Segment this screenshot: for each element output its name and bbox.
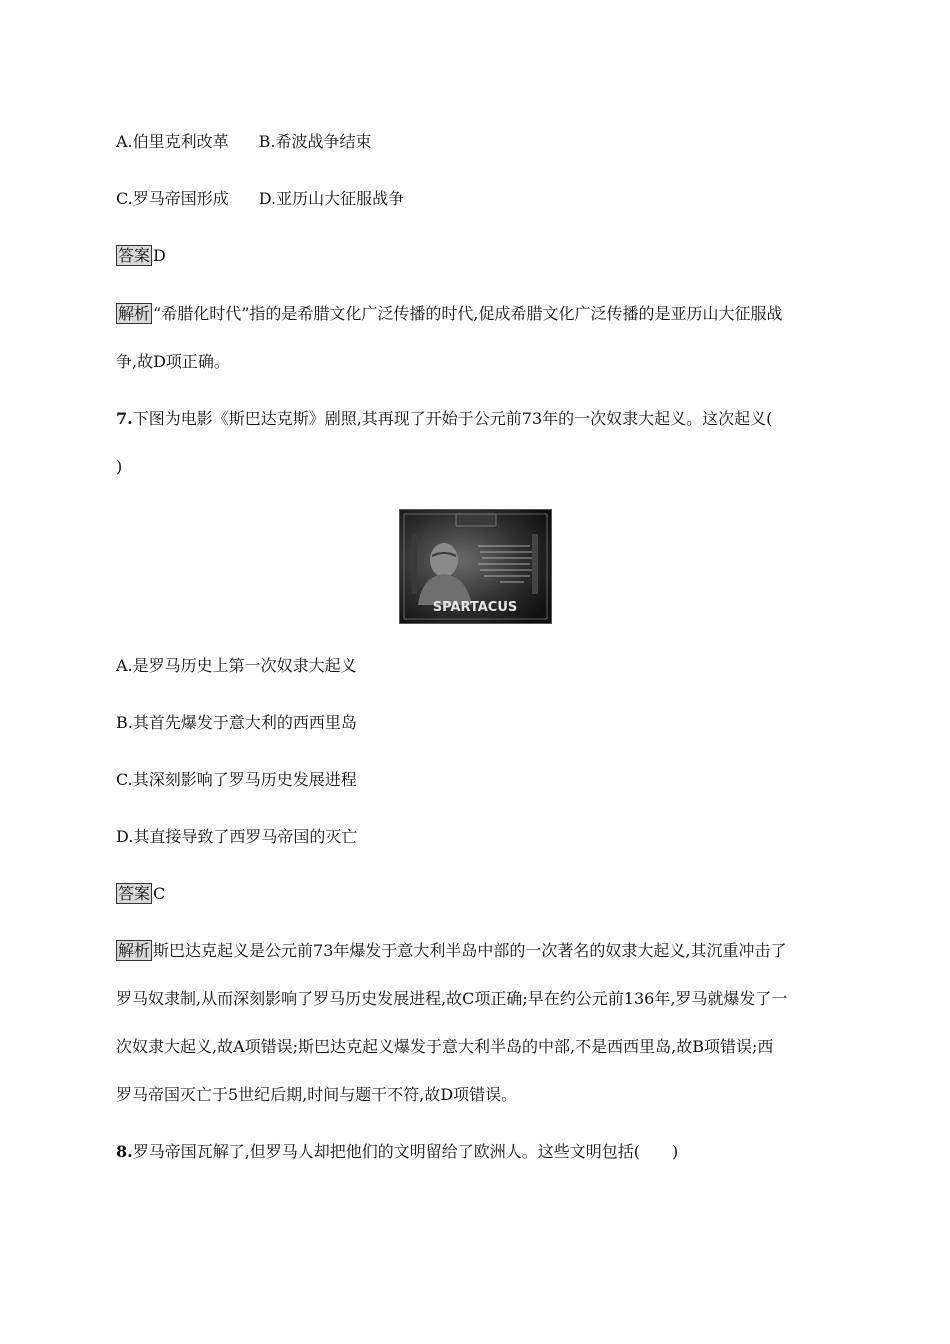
q6-option-a: A.伯里克利改革	[116, 132, 229, 151]
q7-answer	[116, 883, 165, 905]
q6-analysis-text1: “希腊化时代”指的是希腊文化广泛传播的时代,促成希腊文化广泛传播的是亚历山大征服战	[153, 304, 783, 323]
q7-option-b: B.其首先爆发于意大利的西西里岛	[116, 713, 357, 732]
q6-answer	[116, 245, 166, 267]
q7-analysis-line4: 罗马帝国灭亡于5世纪后期,时间与题干不符,故D项错误。	[116, 1085, 518, 1104]
spartacus-poster-graphic	[400, 510, 551, 623]
q7-option-a: A.是罗马历史上第一次奴隶大起义	[116, 656, 357, 675]
q7-analysis-text1: 斯巴达克起义是公元前73年爆发于意大利半岛中部的一次著名的奴隶大起义,其沉重冲击了	[153, 941, 787, 960]
q7-stem-line2: )	[116, 457, 123, 476]
q8-stem	[116, 1141, 678, 1163]
q8-stem-text: 罗马帝国瓦解了,但罗马人却把他们的文明留给了欧洲人。这些文明包括( )	[132, 1142, 679, 1161]
q6-answer-tag: 答案	[118, 246, 151, 265]
q7-analysis-line2: 罗马奴隶制,从而深刻影响了罗马历史发展进程,故C项正确;早在约公元前136年,罗马就爆发了一	[116, 989, 788, 1008]
q7-answer-tag: 答案	[118, 884, 151, 903]
q7-analysis-line1	[116, 940, 786, 962]
spartacus-film-still	[399, 509, 552, 624]
poster-title: SPARTACUS	[432, 600, 518, 615]
q7-analysis-tag: 解析	[118, 941, 151, 960]
q7-option-c: C.其深刻影响了罗马历史发展进程	[116, 770, 357, 789]
q7-stem-text: 下图为电影《斯巴达克斯》剧照,其再现了开始于公元前73年的一次奴隶大起义。这次起义(	[132, 409, 773, 428]
q7-answer-value: C	[153, 884, 166, 903]
q6-option-c: C.罗马帝国形成	[116, 189, 229, 208]
q6-analysis-line1	[116, 303, 782, 325]
q6-options-row2	[116, 188, 404, 210]
q7-analysis-line3: 次奴隶大起义,故A项错误;斯巴达克起义爆发于意大利半岛的中部,不是西西里岛,故B项错误;西	[116, 1037, 774, 1056]
q6-analysis-line2: 争,故D项正确。	[116, 352, 230, 371]
q7-number: 7.	[116, 409, 133, 428]
q6-option-b: B.希波战争结束	[258, 132, 372, 151]
q6-analysis-tag: 解析	[118, 304, 151, 323]
q8-number: 8.	[116, 1142, 133, 1161]
q6-options-row1	[116, 131, 372, 153]
q6-option-d: D.亚历山大征服战争	[258, 189, 405, 208]
q7-option-d: D.其直接导致了西罗马帝国的灭亡	[116, 827, 358, 846]
q6-answer-value: D	[153, 246, 166, 265]
q7-stem-line1	[116, 408, 772, 430]
